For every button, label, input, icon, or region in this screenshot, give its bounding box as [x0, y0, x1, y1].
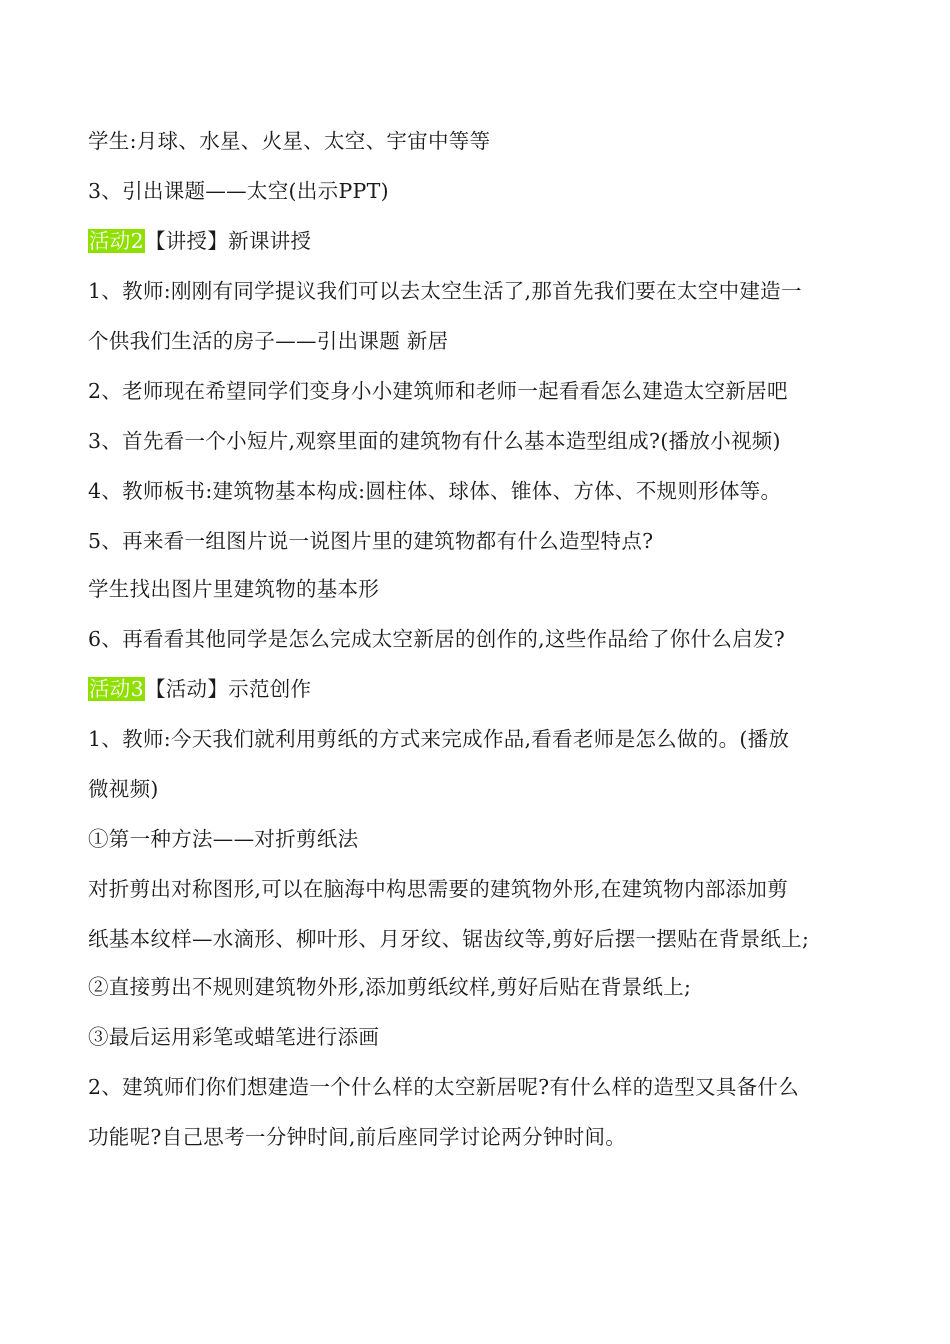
line-text: 学生:月球、水星、火星、太空、宇宙中等等 — [88, 129, 491, 153]
line-text: 5、再来看一组图片说一说图片里的建筑物都有什么造型特点? — [88, 529, 654, 553]
text-line — [88, 523, 878, 559]
text-line — [88, 969, 878, 1005]
text-line — [88, 871, 878, 907]
text-line — [88, 323, 878, 359]
line-text: 2、建筑师们你们想建造一个什么样的太空新居呢?有什么样的造型又具备什么 — [88, 1075, 800, 1099]
line-text: 2、老师现在希望同学们变身小小建筑师和老师一起看看怎么建造太空新居吧 — [88, 379, 788, 403]
line-text: 1、教师:今天我们就利用剪纸的方式来完成作品,看看老师是怎么做的。(播放 — [88, 727, 790, 751]
text-line — [88, 621, 878, 657]
activity-heading — [88, 223, 878, 259]
text-line — [88, 473, 878, 509]
line-text: 微视频) — [88, 777, 159, 801]
text-line — [88, 273, 878, 309]
text-line — [88, 921, 878, 957]
text-line — [88, 821, 878, 857]
line-text: 4、教师板书:建筑物基本构成:圆柱体、球体、锥体、方体、不规则形体等。 — [88, 479, 782, 503]
activity-tag: 活动3 — [89, 677, 144, 701]
text-line — [88, 173, 878, 209]
line-text: 【活动】示范创作 — [144, 677, 312, 701]
line-text: ①第一种方法——对折剪纸法 — [88, 827, 359, 851]
text-line — [88, 423, 878, 459]
line-text: 纸基本纹样—水滴形、柳叶形、月牙纹、锯齿纹等,剪好后摆一摆贴在背景纸上; — [88, 927, 810, 951]
line-text: 对折剪出对称图形,可以在脑海中构思需要的建筑物外形,在建筑物内部添加剪 — [88, 877, 789, 901]
text-line — [88, 721, 878, 757]
line-text: ②直接剪出不规则建筑物外形,添加剪纸纹样,剪好后贴在背景纸上; — [88, 975, 692, 999]
text-line — [88, 1019, 878, 1055]
line-text: 功能呢?自己思考一分钟时间,前后座同学讨论两分钟时间。 — [88, 1125, 627, 1149]
line-text: 学生找出图片里建筑物的基本形 — [88, 577, 380, 601]
text-line — [88, 771, 878, 807]
text-line — [88, 1069, 878, 1105]
text-line — [88, 373, 878, 409]
line-text: 【讲授】新课讲授 — [144, 229, 312, 253]
line-text: 1、教师:刚刚有同学提议我们可以去太空生活了,那首先我们要在太空中建造一 — [88, 279, 802, 303]
line-text: 3、引出课题——太空(出示PPT) — [88, 179, 389, 203]
text-line — [88, 571, 878, 607]
line-text: ③最后运用彩笔或蜡笔进行添画 — [88, 1025, 380, 1049]
activity-tag: 活动2 — [89, 229, 144, 253]
line-text: 个供我们生活的房子——引出课题 新居 — [88, 329, 449, 353]
text-line — [88, 123, 878, 159]
line-text: 6、再看看其他同学是怎么完成太空新居的创作的,这些作品给了你什么启发? — [88, 627, 786, 651]
activity-heading — [88, 671, 878, 707]
line-text: 3、首先看一个小短片,观察里面的建筑物有什么基本造型组成?(播放小视频) — [88, 429, 781, 453]
text-line — [88, 1119, 878, 1155]
